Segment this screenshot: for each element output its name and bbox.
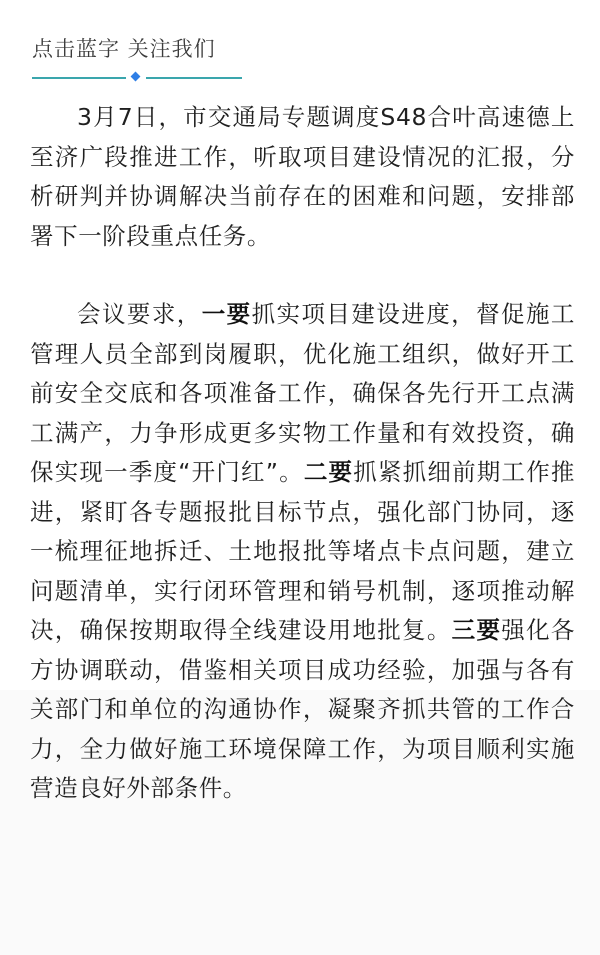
- point-1-label: 一要: [201, 300, 252, 328]
- point-2-text: 抓紧抓细前期工作推进，紧盯各专题报批目标节点，强化部门协同，逐一梳理征地拆迁、土地报批等堵点卡点问题，建立问题清单，实行闭环管理和销号机制，逐项推动解决，确保按期取得全线建设用地批复。: [30, 458, 575, 644]
- article-body: [30, 98, 575, 809]
- divider-line-right: [146, 77, 242, 79]
- divider-line-left: [32, 77, 126, 79]
- point-1-text: 抓实项目建设进度，督促施工管理人员全部到岗履职，优化施工组织，做好开工前安全交底和各项准备工作，确保各先行开工点满工满产，力争形成更多实物工作量和有效投资，确保实现一季度“开门红”。: [30, 300, 576, 486]
- follow-header: [32, 36, 242, 81]
- point-3-text: 强化各方协调联动，借鉴相关项目成功经验，加强与各有关部门和单位的沟通协作，凝聚齐抓共管的工作合力，全力做好施工环境保障工作，为项目顺利实施营造良好外部条件。: [30, 616, 575, 802]
- follow-prompt-link[interactable]: 点击蓝字 关注我们: [32, 37, 216, 61]
- header-divider: [32, 73, 242, 81]
- point-3-label: 三要: [451, 616, 502, 644]
- meeting-intro: 会议要求，: [77, 300, 202, 328]
- article-paragraph-1: 3月7日，市交通局专题调度S48合叶高速德上至济广段推进工作，听取项目建设情况的汇报，分析研判并协调解决当前存在的困难和问题，安排部署下一阶段重点任务。: [30, 103, 575, 250]
- point-2-label: 二要: [303, 458, 354, 486]
- diamond-icon: [131, 72, 141, 82]
- article-paragraph-2: [30, 295, 575, 809]
